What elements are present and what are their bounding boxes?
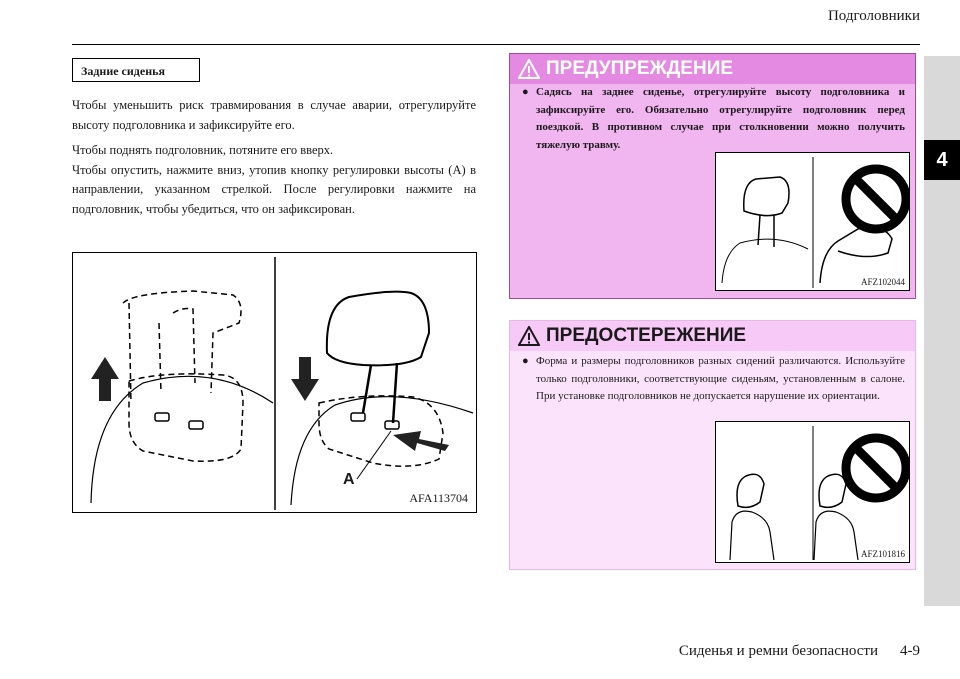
caution-figure <box>715 421 910 563</box>
instruction-raise: Чтобы поднять подголовник, потяните его вверх. <box>72 143 334 157</box>
caution-title: ПРЕДОСТЕРЕЖЕНИЕ <box>546 325 747 346</box>
warning-title: ПРЕДУПРЕЖДЕНИЕ <box>546 58 734 79</box>
page-footer <box>679 643 920 660</box>
footer-section: Сиденья и ремни безопасности <box>678 643 878 659</box>
header-divider <box>72 44 920 45</box>
caution-figure-code: AFZ101816 <box>860 549 905 559</box>
chapter-number: 4 <box>924 140 960 180</box>
warning-header <box>510 54 915 84</box>
caution-triangle-icon <box>518 326 540 346</box>
page-header-title: Подголовники <box>827 8 920 24</box>
page-number: 4-9 <box>900 643 920 659</box>
chapter-side-tab <box>924 56 960 606</box>
bullet-icon: ● <box>522 355 529 367</box>
figure-code: AFA113704 <box>409 491 468 505</box>
paragraph-intro: Чтобы уменьшить риск травмирования в случае аварии, отрегулируйте высоту подголовника и зафиксируйте его. <box>72 98 476 132</box>
instruction-lower: Чтобы опустить, нажмите вниз, утопив кнопку регулировки высоты (A) в направлении, указанном стрелкой. После регулировки нажмите на подголовник, чтобы убедиться, что он зафиксирован. <box>72 162 476 216</box>
bullet-icon: ● <box>522 86 529 98</box>
section-label: Задние сиденья <box>72 58 200 82</box>
headrest-adjustment-figure <box>72 252 477 513</box>
headrest-illustration <box>73 253 477 513</box>
caution-text-block <box>522 353 905 406</box>
paragraph-instructions <box>72 141 476 219</box>
warning-figure <box>715 152 910 291</box>
warning-illustration <box>716 153 910 291</box>
caution-header <box>510 321 915 351</box>
warning-text-block <box>522 84 905 154</box>
warning-figure-code: AFZ102044 <box>860 277 905 287</box>
warning-triangle-icon <box>518 59 540 79</box>
caution-illustration <box>716 422 910 563</box>
callout-label-a: A <box>343 471 355 488</box>
caution-text: Форма и размеры подголовников разных сидений различаются. Используйте только подголовники, соответствующие сиденьям, установленным в салоне. При установке подголовников не допускается нарушение их ориентации. <box>536 355 905 402</box>
warning-text: Садясь на заднее сиденье, отрегулируйте высоту подголовника и зафиксируйте его. Обязательно отрегулируйте подголовник перед поездкой. В противном случае при столкновении можно получить тяжелую травму. <box>536 86 905 151</box>
